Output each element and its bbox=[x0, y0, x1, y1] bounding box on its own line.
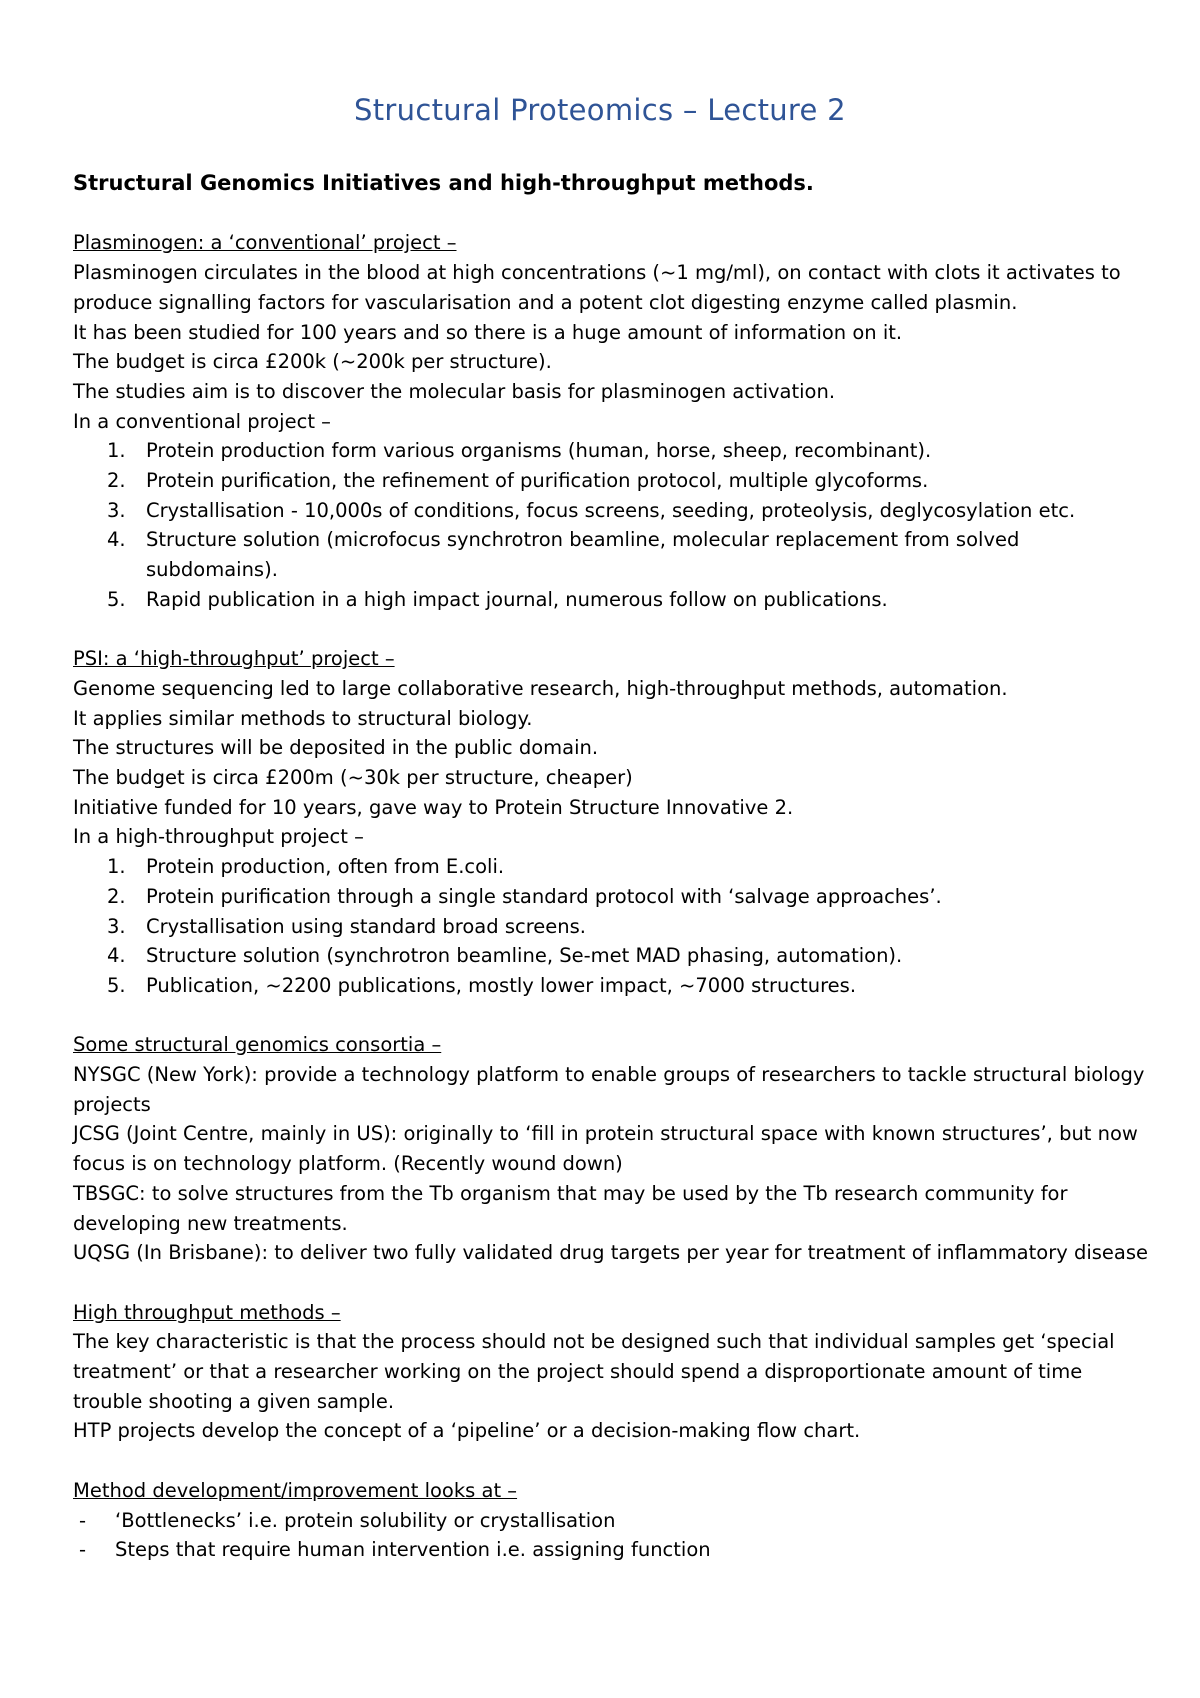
list-number: 3. bbox=[107, 914, 126, 938]
list-number: 5. bbox=[107, 973, 126, 997]
paragraph-line: Initiative funded for 10 years, gave way to Protein Structure Innovative 2. bbox=[73, 795, 794, 819]
list-item bbox=[73, 436, 1153, 466]
paragraph-line: It applies similar methods to structural biology. bbox=[73, 706, 533, 730]
section-heading: Method development/improvement looks at – bbox=[73, 1478, 518, 1502]
section-method-development bbox=[73, 1476, 1153, 1565]
document-body bbox=[73, 169, 1153, 1565]
list-item-text: ‘Bottlenecks’ i.e. protein solubility or crystallisation bbox=[115, 1508, 616, 1532]
list-number: 4. bbox=[107, 528, 126, 552]
list-item-text: Crystallisation - 10,000s of conditions, focus screens, seeding, proteolysis, deglycosylation etc. bbox=[146, 498, 1076, 522]
list-item bbox=[73, 1535, 1153, 1565]
paragraph-line: It has been studied for 100 years and so there is a huge amount of information on it. bbox=[73, 320, 903, 344]
numbered-list bbox=[73, 852, 1153, 1001]
list-item-text: Steps that require human intervention i.e. assigning function bbox=[115, 1538, 711, 1562]
list-number: 3. bbox=[107, 498, 126, 522]
list-item bbox=[73, 882, 1153, 912]
list-item bbox=[73, 852, 1153, 882]
list-item-text: Structure solution (microfocus synchrotron beamline, molecular replacement from solved subdomains). bbox=[146, 528, 1020, 582]
paragraph-line: The structures will be deposited in the public domain. bbox=[73, 736, 599, 760]
list-item-text: Publication, ~2200 publications, mostly lower impact, ~7000 structures. bbox=[146, 973, 857, 997]
paragraph-line: The key characteristic is that the process should not be designed such that individual samples get ‘special treatment’ or that a researcher working on the project should spend a disproportionate amount of time trouble shooting a given sample. bbox=[73, 1330, 1115, 1413]
paragraph-line: TBSGC: to solve structures from the Tb organism that may be used by the Tb research community for developing new treatments. bbox=[73, 1181, 1068, 1235]
spacer bbox=[73, 1001, 1153, 1031]
dash-bullet: - bbox=[79, 1538, 87, 1562]
list-item-text: Crystallisation using standard broad screens. bbox=[146, 914, 587, 938]
list-number: 1. bbox=[107, 855, 126, 879]
document-subtitle: Structural Genomics Initiatives and high-throughput methods. bbox=[73, 171, 814, 195]
list-item bbox=[73, 912, 1153, 942]
paragraph-line: Plasminogen circulates in the blood at high concentrations (~1 mg/ml), on contact with clots it activates to produce signalling factors for vascularisation and a potent clot digesting enzyme called plasmin. bbox=[73, 261, 1121, 314]
paragraph-line: NYSGC (New York): provide a technology platform to enable groups of researchers to tackle structural biology projects bbox=[73, 1063, 1145, 1116]
paragraph-line: JCSG (Joint Centre, mainly in US): originally to ‘fill in protein structural space with known structures’, but now focus is on technology platform. (Recently wound down) bbox=[73, 1122, 1138, 1176]
document-title: Structural Proteomics – Lecture 2 bbox=[354, 93, 846, 127]
section-heading: High throughput methods – bbox=[73, 1300, 341, 1324]
list-number: 2. bbox=[107, 884, 126, 908]
paragraph-line: In a conventional project – bbox=[73, 409, 331, 433]
list-item-text: Protein purification, the refinement of purification protocol, multiple glycoforms. bbox=[146, 469, 929, 493]
section-psi bbox=[73, 644, 1153, 1000]
list-item bbox=[73, 525, 1153, 584]
list-item-text: Rapid publication in a high impact journal, numerous follow on publications. bbox=[146, 587, 888, 611]
bullet-list bbox=[73, 1506, 1153, 1565]
list-number: 1. bbox=[107, 439, 126, 463]
section-heading: Some structural genomics consortia – bbox=[73, 1033, 442, 1057]
list-item bbox=[73, 1506, 1153, 1536]
list-item bbox=[73, 496, 1153, 526]
list-item-text: Structure solution (synchrotron beamline, Se-met MAD phasing, automation). bbox=[146, 944, 903, 968]
list-number: 5. bbox=[107, 587, 126, 611]
list-item bbox=[73, 941, 1153, 971]
spacer bbox=[73, 1446, 1153, 1476]
spacer bbox=[73, 615, 1153, 645]
paragraph-line: The budget is circa £200m (~30k per structure, cheaper) bbox=[73, 766, 633, 790]
paragraph-line: HTP projects develop the concept of a ‘pipeline’ or a decision-making flow chart. bbox=[73, 1419, 861, 1443]
section-heading: PSI: a ‘high-throughput’ project – bbox=[73, 647, 395, 671]
section-plasminogen bbox=[73, 228, 1153, 614]
paragraph-line: Genome sequencing led to large collaborative research, high-throughput methods, automation. bbox=[73, 676, 1008, 700]
list-item bbox=[73, 585, 1153, 615]
numbered-list bbox=[73, 436, 1153, 614]
paragraph-line: In a high-throughput project – bbox=[73, 825, 364, 849]
list-item-text: Protein production form various organisms (human, horse, sheep, recombinant). bbox=[146, 439, 932, 463]
list-number: 4. bbox=[107, 944, 126, 968]
list-number: 2. bbox=[107, 469, 126, 493]
dash-bullet: - bbox=[79, 1508, 87, 1532]
list-item bbox=[73, 971, 1153, 1001]
section-high-throughput-methods bbox=[73, 1298, 1153, 1447]
paragraph-line: UQSG (In Brisbane): to deliver two fully validated drug targets per year for treatment of inflammatory disease bbox=[73, 1241, 1149, 1265]
list-item bbox=[73, 466, 1153, 496]
spacer bbox=[73, 1268, 1153, 1298]
list-item-text: Protein production, often from E.coli. bbox=[146, 855, 505, 879]
paragraph-line: The studies aim is to discover the molecular basis for plasminogen activation. bbox=[73, 379, 836, 403]
section-consortia bbox=[73, 1030, 1153, 1268]
list-item-text: Protein purification through a single standard protocol with ‘salvage approaches’. bbox=[146, 884, 942, 908]
paragraph-line: The budget is circa £200k (~200k per structure). bbox=[73, 350, 552, 374]
section-heading: Plasminogen: a ‘conventional’ project – bbox=[73, 231, 457, 255]
